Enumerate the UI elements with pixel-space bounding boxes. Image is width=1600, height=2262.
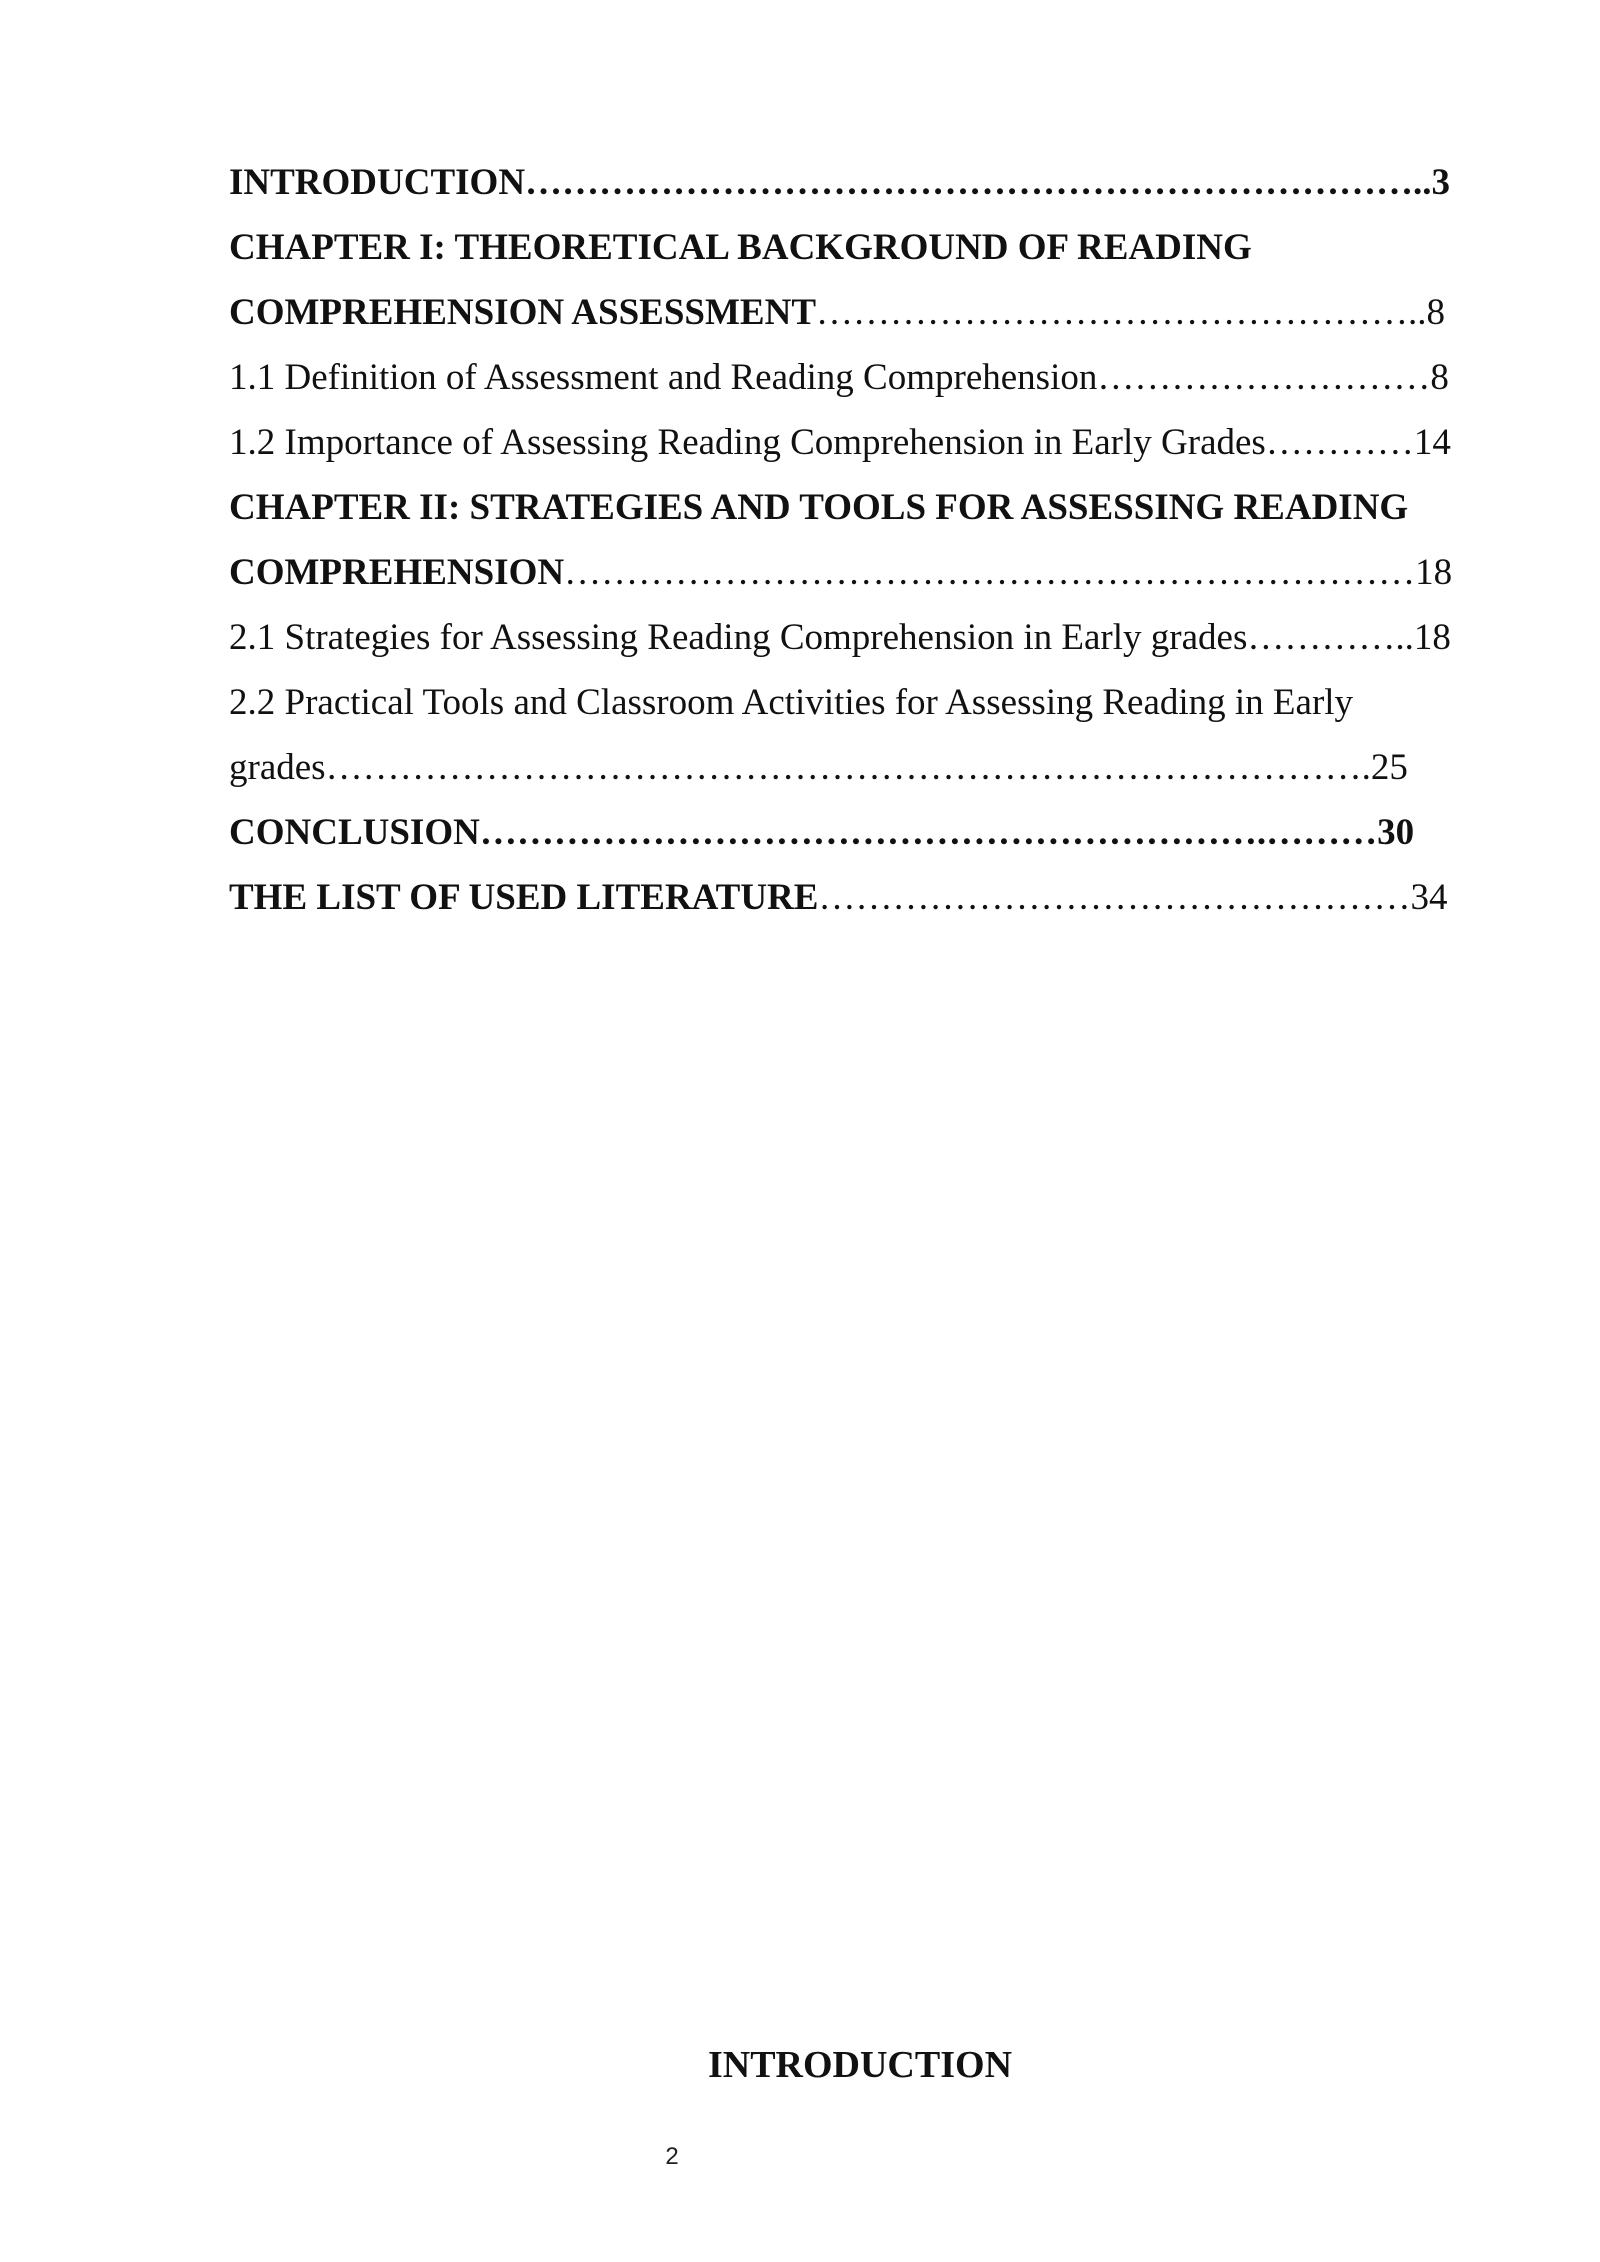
toc-entry-text: CONCLUSION……………………………………………………….………30 (229, 812, 1415, 853)
toc-entry-text: 2.1 Strategies for Assessing Reading Comprehension in Early grades…………..18 (229, 617, 1451, 658)
section-heading: INTRODUCTION (707, 2044, 1013, 2086)
toc-entry-text: 2.2 Practical Tools and Classroom Activities for Assessing Reading in Early (229, 682, 1354, 723)
table-of-contents (229, 150, 1475, 930)
toc-entry-text: …………………………………………..8 (816, 292, 1445, 333)
toc-entry (229, 735, 1475, 800)
toc-entry (229, 865, 1475, 930)
toc-entry-text: THE LIST OF USED LITERATURE (229, 877, 819, 918)
toc-entry-text: 1.1 Definition of Assessment and Reading Comprehension………………………8 (229, 357, 1449, 398)
toc-entry (229, 215, 1475, 280)
toc-entry (229, 605, 1475, 670)
toc-entry (229, 345, 1475, 410)
toc-entry-text: CHAPTER I: THEORETICAL BACKGROUND OF READING (229, 227, 1252, 268)
toc-entry-text: COMPREHENSION ASSESSMENT (229, 292, 816, 333)
toc-entry (229, 475, 1475, 540)
toc-entry-text: 1.2 Importance of Assessing Reading Comprehension in Early Grades…………14 (229, 422, 1451, 463)
toc-entry (229, 410, 1475, 475)
toc-entry-text: COMPREHENSION (229, 552, 565, 593)
toc-entry-text: …………………………………………34 (818, 877, 1448, 918)
toc-entry-text: grades………………………………………………………………………….25 (229, 747, 1408, 788)
toc-entry (229, 540, 1475, 605)
toc-entry-text: ……………………………………………………………18 (564, 552, 1453, 593)
toc-entry (229, 280, 1475, 345)
page-number: 2 (665, 2143, 679, 2170)
toc-entry (229, 150, 1475, 215)
toc-entry (229, 800, 1475, 865)
toc-entry-text: INTRODUCTION………………………………………………………………..3 (229, 162, 1451, 203)
toc-entry (229, 670, 1475, 735)
toc-entry-text: CHAPTER II: STRATEGIES AND TOOLS FOR ASSESSING READING (229, 487, 1409, 528)
